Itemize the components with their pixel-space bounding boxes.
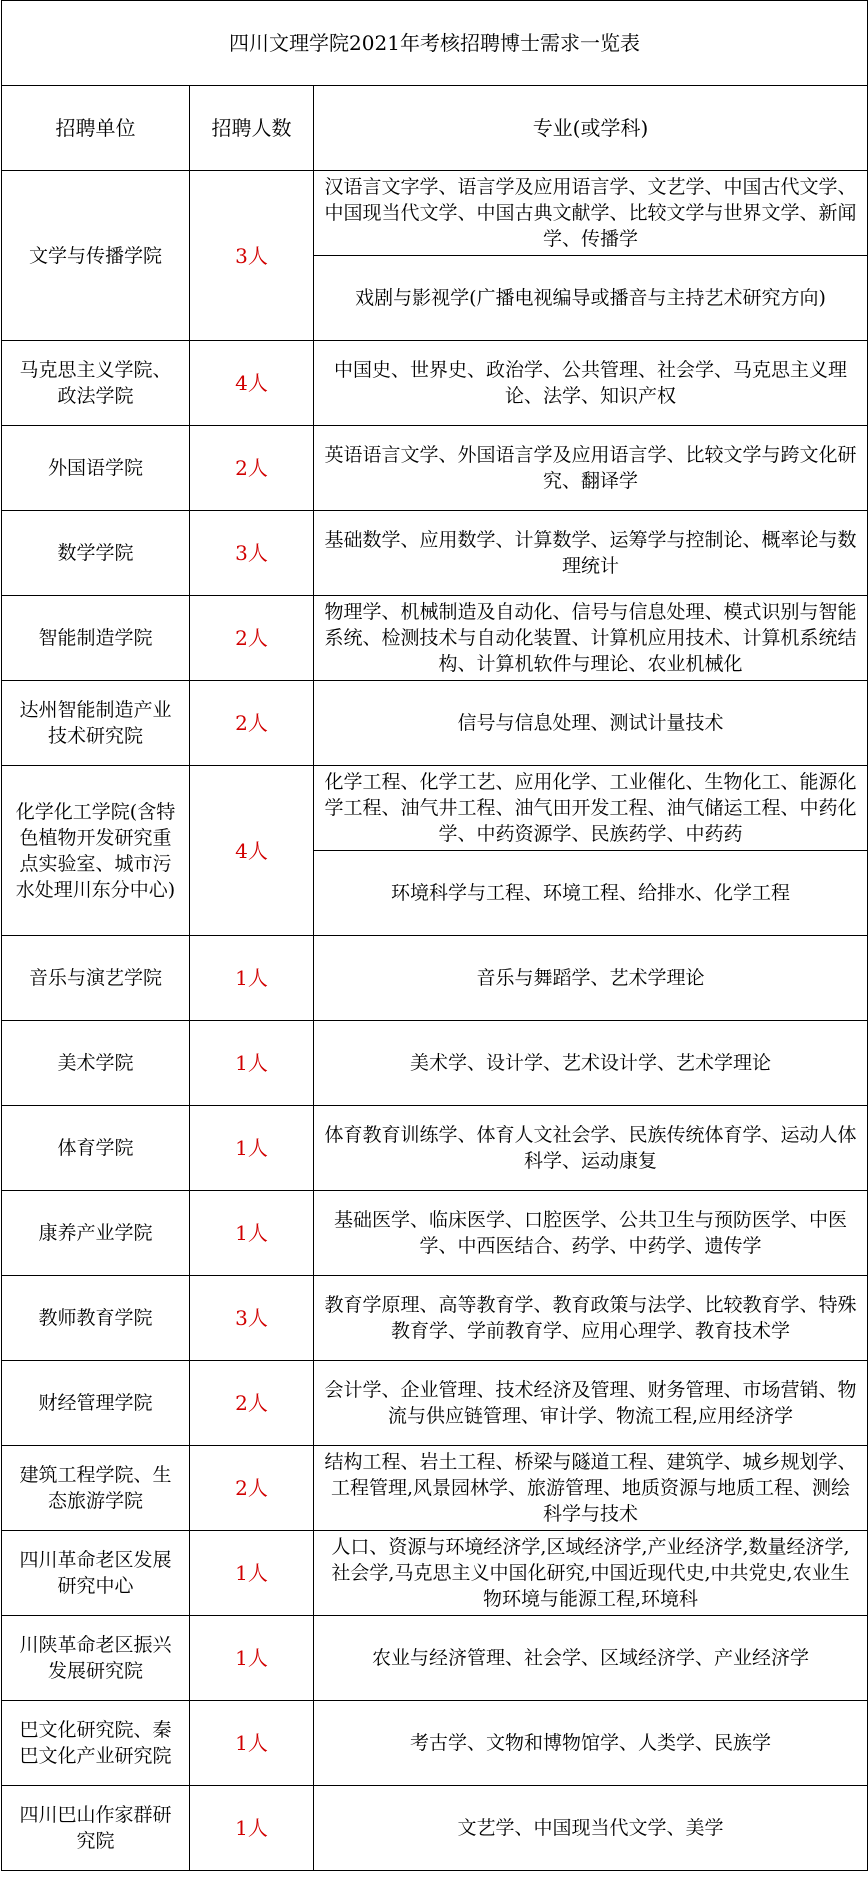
major-cell: 基础数学、应用数学、计算数学、运筹学与控制论、概率论与数理统计 (314, 511, 868, 596)
count-cell: 2人 (190, 681, 314, 766)
count-cell: 2人 (190, 426, 314, 511)
header-major: 专业(或学科) (314, 86, 868, 171)
table-title: 四川文理学院2021年考核招聘博士需求一览表 (2, 1, 868, 86)
major-cell: 体育教育训练学、体育人文社会学、民族传统体育学、运动人体科学、运动康复 (314, 1106, 868, 1191)
unit-cell: 达州智能制造产业技术研究院 (2, 681, 190, 766)
table-row (2, 1021, 868, 1106)
unit-cell: 教师教育学院 (2, 1276, 190, 1361)
count-cell: 3人 (190, 511, 314, 596)
unit-cell: 川陕革命老区振兴发展研究院 (2, 1616, 190, 1701)
unit-cell: 四川革命老区发展研究中心 (2, 1531, 190, 1616)
major-cell: 音乐与舞蹈学、艺术学理论 (314, 936, 868, 1021)
count-cell: 1人 (190, 1021, 314, 1106)
unit-cell: 巴文化研究院、秦巴文化产业研究院 (2, 1701, 190, 1786)
unit-cell: 文学与传播学院 (2, 171, 190, 341)
unit-cell: 体育学院 (2, 1106, 190, 1191)
unit-cell: 数学学院 (2, 511, 190, 596)
count-cell: 2人 (190, 596, 314, 681)
table-row (2, 936, 868, 1021)
count-cell: 1人 (190, 1106, 314, 1191)
major-cell: 人口、资源与环境经济学,区域经济学,产业经济学,数量经济学,社会学,马克思主义中国化研究,中国近现代史,中共党史,农业生物环境与能源工程,环境科 (314, 1531, 868, 1616)
table-row (2, 1701, 868, 1786)
header-row (2, 86, 868, 171)
unit-cell: 化学化工学院(含特色植物开发研究重点实验室、城市污水处理川东分中心) (2, 766, 190, 936)
header-unit: 招聘单位 (2, 86, 190, 171)
major-cell: 中国史、世界史、政治学、公共管理、社会学、马克思主义理论、法学、知识产权 (314, 341, 868, 426)
count-cell: 3人 (190, 1276, 314, 1361)
recruitment-table (1, 0, 868, 1871)
major-cell: 化学工程、化学工艺、应用化学、工业催化、生物化工、能源化学工程、油气井工程、油气田开发工程、油气储运工程、中药化学、中药资源学、民族药学、中药药 (314, 766, 868, 851)
major-cell: 物理学、机械制造及自动化、信号与信息处理、模式识别与智能系统、检测技术与自动化装置、计算机应用技术、计算机系统结构、计算机软件与理论、农业机械化 (314, 596, 868, 681)
count-cell: 1人 (190, 1786, 314, 1871)
major-cell: 信号与信息处理、测试计量技术 (314, 681, 868, 766)
count-cell: 2人 (190, 1446, 314, 1531)
count-cell: 4人 (190, 341, 314, 426)
unit-cell: 四川巴山作家群研究院 (2, 1786, 190, 1871)
count-cell: 2人 (190, 1361, 314, 1446)
table-row (2, 681, 868, 766)
table-row (2, 1786, 868, 1871)
table-row (2, 511, 868, 596)
unit-cell: 建筑工程学院、生态旅游学院 (2, 1446, 190, 1531)
unit-cell: 美术学院 (2, 1021, 190, 1106)
count-cell: 1人 (190, 1701, 314, 1786)
table-row (2, 1276, 868, 1361)
count-cell: 1人 (190, 936, 314, 1021)
major-cell: 美术学、设计学、艺术设计学、艺术学理论 (314, 1021, 868, 1106)
table-row (2, 1531, 868, 1616)
major-cell: 结构工程、岩土工程、桥梁与隧道工程、建筑学、城乡规划学、工程管理,风景园林学、旅游管理、地质资源与地质工程、测绘科学与技术 (314, 1446, 868, 1531)
title-row (2, 1, 868, 86)
table-row (2, 1106, 868, 1191)
major-cell: 基础医学、临床医学、口腔医学、公共卫生与预防医学、中医学、中西医结合、药学、中药学、遗传学 (314, 1191, 868, 1276)
count-cell: 1人 (190, 1531, 314, 1616)
major-cell: 文艺学、中国现当代文学、美学 (314, 1786, 868, 1871)
unit-cell: 康养产业学院 (2, 1191, 190, 1276)
unit-cell: 财经管理学院 (2, 1361, 190, 1446)
table-row (2, 341, 868, 426)
count-cell: 4人 (190, 766, 314, 936)
table-row (2, 426, 868, 511)
major-cell: 戏剧与影视学(广播电视编导或播音与主持艺术研究方向) (314, 256, 868, 341)
unit-cell: 马克思主义学院、政法学院 (2, 341, 190, 426)
table-row (2, 766, 868, 851)
table-row (2, 171, 868, 256)
count-cell: 3人 (190, 171, 314, 341)
major-cell: 会计学、企业管理、技术经济及管理、财务管理、市场营销、物流与供应链管理、审计学、物流工程,应用经济学 (314, 1361, 868, 1446)
table-row (2, 596, 868, 681)
major-cell: 教育学原理、高等教育学、教育政策与法学、比较教育学、特殊教育学、学前教育学、应用心理学、教育技术学 (314, 1276, 868, 1361)
major-cell: 汉语言文字学、语言学及应用语言学、文艺学、中国古代文学、中国现当代文学、中国古典文献学、比较文学与世界文学、新闻学、传播学 (314, 171, 868, 256)
table-row (2, 1361, 868, 1446)
major-cell: 农业与经济管理、社会学、区域经济学、产业经济学 (314, 1616, 868, 1701)
major-cell: 考古学、文物和博物馆学、人类学、民族学 (314, 1701, 868, 1786)
unit-cell: 智能制造学院 (2, 596, 190, 681)
table-row (2, 1616, 868, 1701)
major-cell: 英语语言文学、外国语言学及应用语言学、比较文学与跨文化研究、翻译学 (314, 426, 868, 511)
major-cell: 环境科学与工程、环境工程、给排水、化学工程 (314, 851, 868, 936)
count-cell: 1人 (190, 1191, 314, 1276)
table-row (2, 1446, 868, 1531)
table-row (2, 1191, 868, 1276)
unit-cell: 外国语学院 (2, 426, 190, 511)
unit-cell: 音乐与演艺学院 (2, 936, 190, 1021)
header-count: 招聘人数 (190, 86, 314, 171)
count-cell: 1人 (190, 1616, 314, 1701)
